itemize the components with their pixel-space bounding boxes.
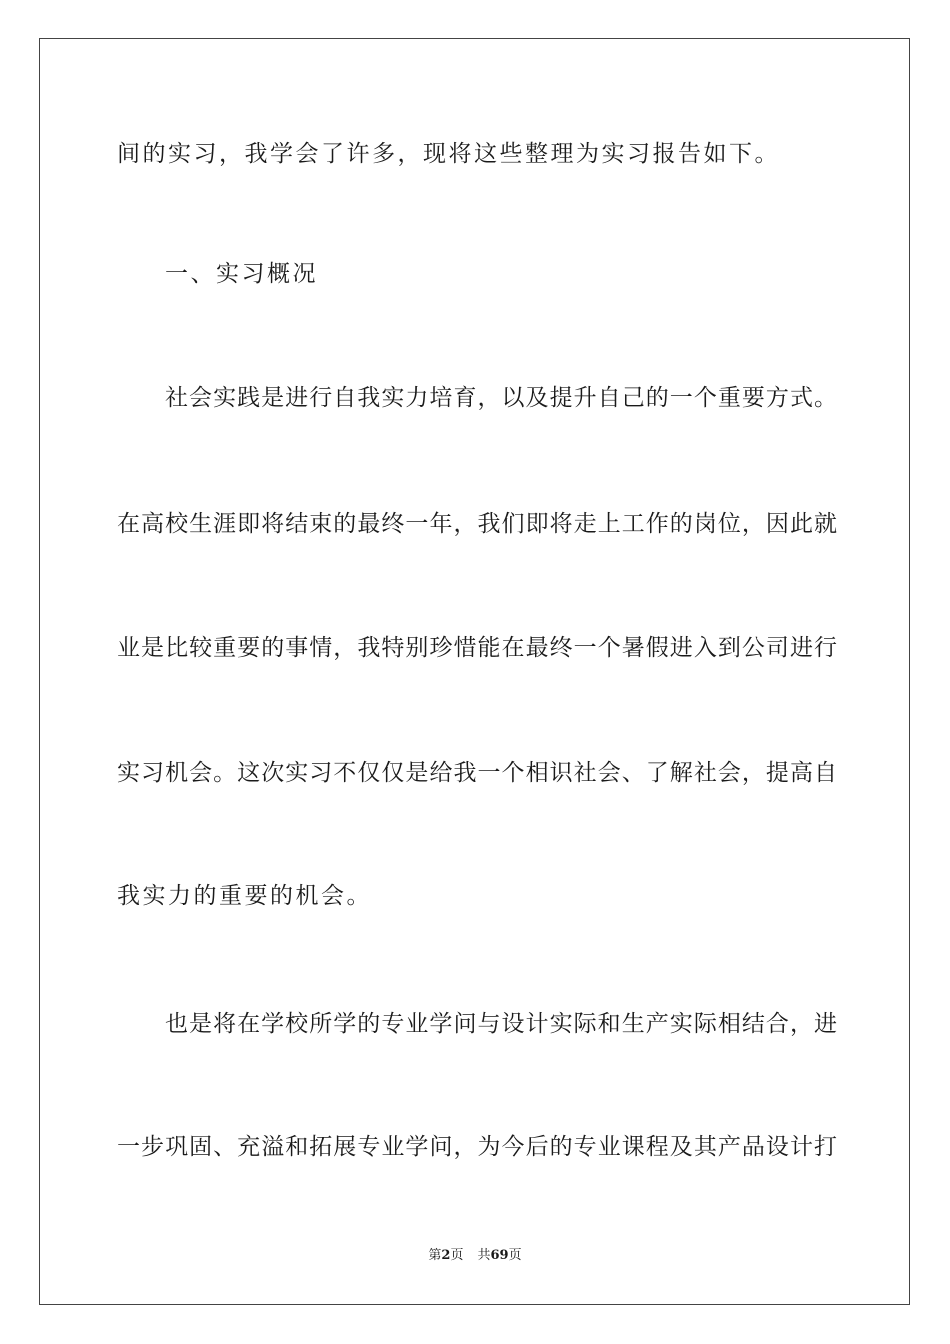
- body-line-4: 业是比较重要的事情，我特别珍惜能在最终一个暑假进入到公司进行: [117, 635, 837, 661]
- body-line-3: 在高校生涯即将结束的最终一年，我们即将走上工作的岗位，因此就: [117, 511, 837, 537]
- body-line-2: 社会实践是进行自我实力培育，以及提升自己的一个重要方式。: [165, 385, 837, 411]
- body-line-8: 一步巩固、充溢和拓展专业学问，为今后的专业课程及其产品设计打: [117, 1134, 837, 1160]
- body-line-7: 也是将在学校所学的专业学问与设计实际和生产实际相结合，进: [165, 1011, 837, 1037]
- body-line-1: 间的实习，我学会了许多，现将这些整理为实习报告如下。: [117, 141, 780, 167]
- total-suffix: 页: [508, 1248, 522, 1263]
- page-footer: [0, 1247, 950, 1265]
- section-heading: 一、实习概况: [165, 261, 318, 287]
- page-prefix: 第: [428, 1248, 442, 1263]
- body-line-6: 我实力的重要的机会。: [117, 883, 372, 909]
- total-pages: 69: [490, 1248, 509, 1263]
- page-frame: [39, 38, 910, 1305]
- page-suffix: 页: [450, 1248, 464, 1263]
- total-prefix: 共: [477, 1248, 491, 1263]
- body-line-5: 实习机会。这次实习不仅仅是给我一个相识社会、了解社会，提高自: [117, 760, 837, 786]
- page-number: 2: [441, 1248, 451, 1263]
